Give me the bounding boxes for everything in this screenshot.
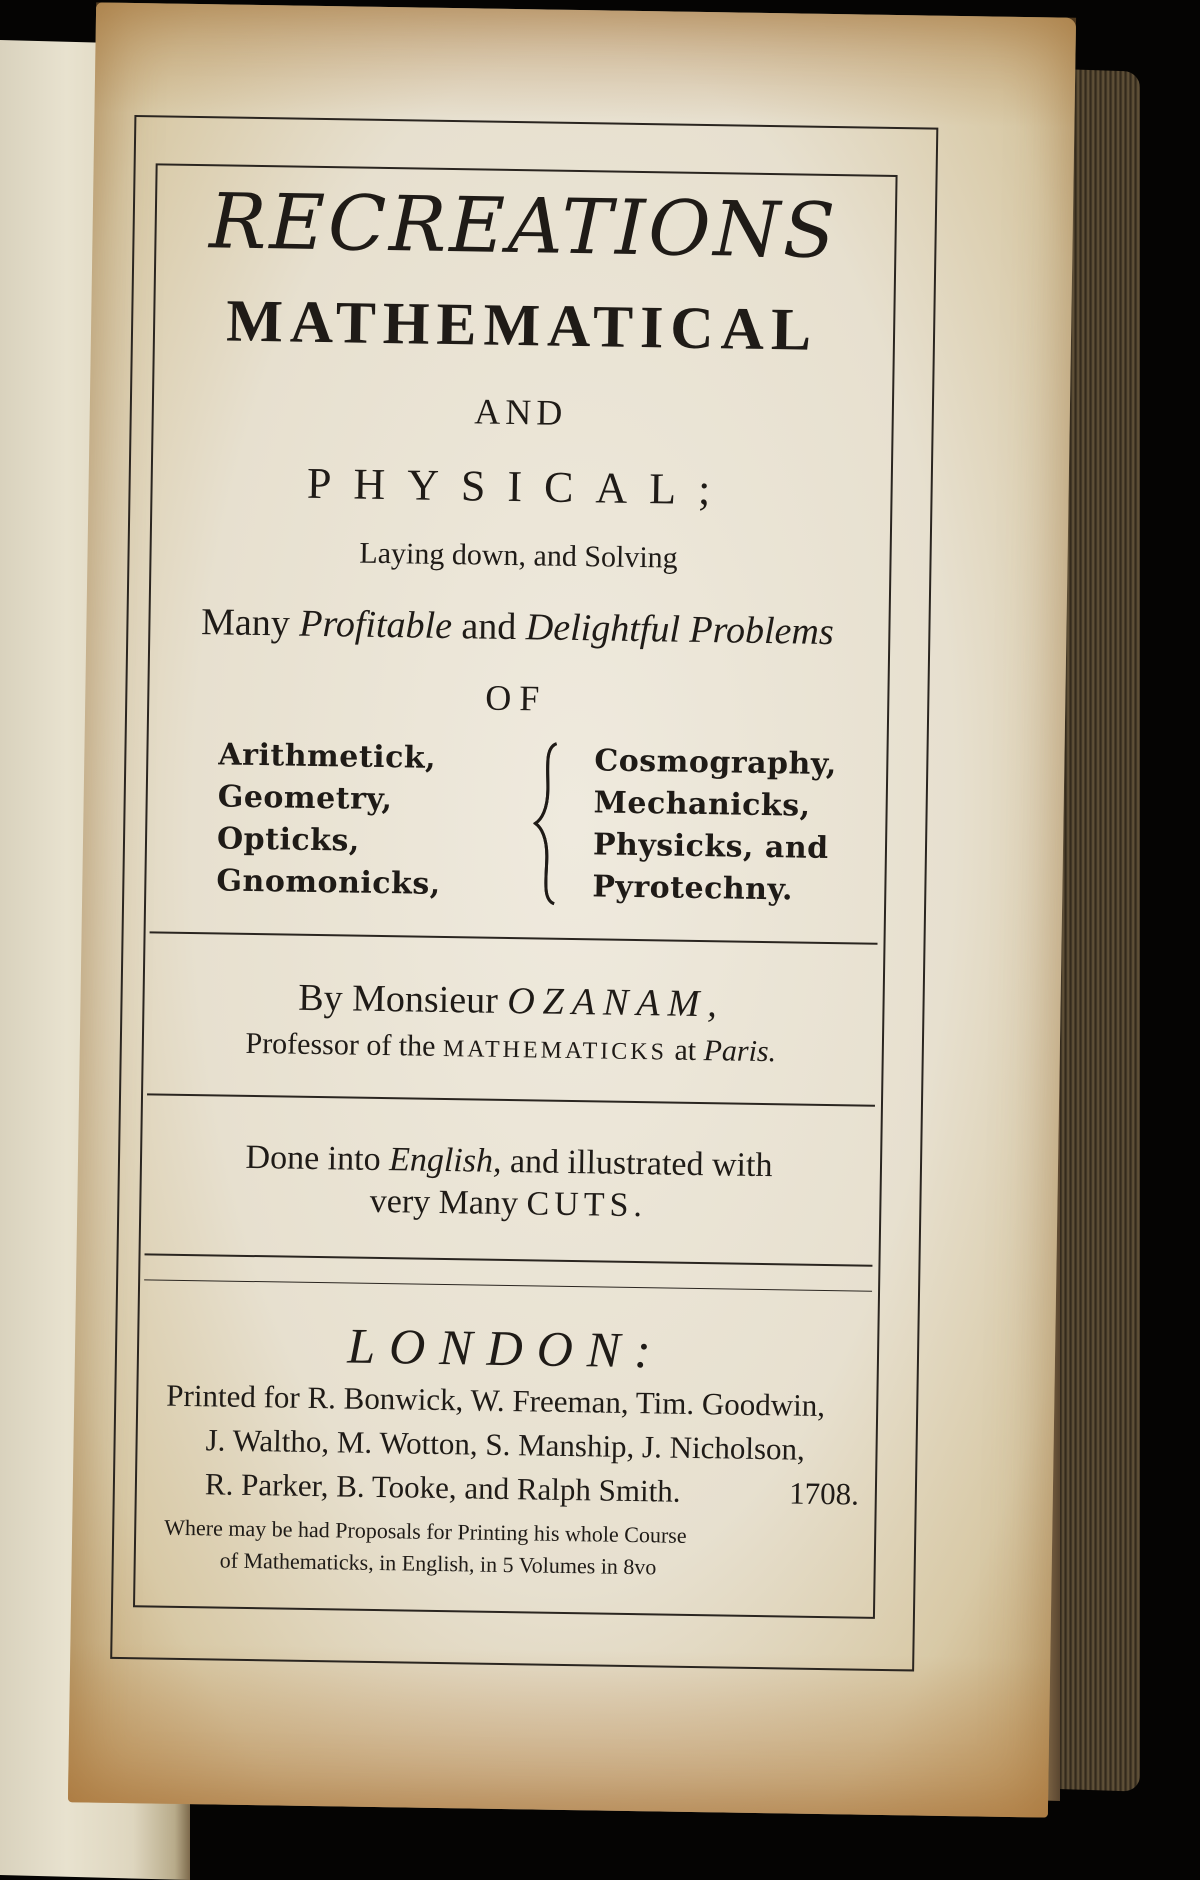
title-page — [68, 2, 1076, 1817]
subjects-left — [216, 734, 443, 906]
translation-cuts: CUTS. — [526, 1185, 648, 1225]
word-profitable: Profitable — [298, 602, 453, 648]
publication-year: 1708. — [788, 1475, 860, 1512]
printers-names: R. Parker, B. Tooke, and Ralph Smith. — [204, 1466, 681, 1509]
word-many: Many — [200, 601, 291, 645]
imprint-city: LONDON: — [346, 1317, 666, 1379]
word-delightful: Delightful — [525, 606, 681, 651]
printers-imprint — [165, 1374, 867, 1517]
title-recreations: RECREATIONS — [208, 176, 839, 276]
professor-place: Paris. — [703, 1034, 777, 1069]
top-stain — [94, 2, 1076, 127]
translation-very-many: very Many — [369, 1182, 519, 1223]
subject-item: Physicks, and — [592, 827, 829, 867]
proposals-line: Where may be had Proposals for Printing his whole Course — [164, 1514, 687, 1548]
subject-item: Gnomonicks, — [216, 863, 441, 902]
subject-item: Pyrotechny. — [592, 869, 794, 908]
subject-item: Geometry, — [217, 779, 393, 818]
translation-done: Done into — [245, 1138, 381, 1179]
subjects-right — [592, 740, 837, 912]
author-by: By Monsieur — [298, 976, 499, 1022]
professor-subject: MATHEMATICKS — [442, 1035, 668, 1066]
subjects-list — [144, 733, 885, 915]
word-and: and — [461, 605, 517, 649]
double-brace — [532, 739, 587, 908]
printers-line: J. Waltho, M. Wotton, S. Manship, J. Nicholson, — [205, 1422, 806, 1467]
translation-english: English, — [388, 1141, 502, 1180]
subtitle: Laying down, and Solving — [359, 536, 678, 575]
title-mathematical: MATHEMATICAL — [225, 287, 819, 363]
printers-line: Printed for R. Bonwick, W. Freeman, Tim. Goodwin, — [166, 1377, 826, 1424]
title-physical: PHYSICAL; — [306, 458, 733, 515]
subject-item: Arithmetick, — [218, 737, 437, 776]
proposals-line: of Mathematicks, in English, in 5 Volumes in 8vo — [219, 1547, 657, 1580]
word-problems: Problems — [689, 608, 835, 654]
word-of: OF — [484, 677, 548, 719]
professor-prefix: Professor of the — [245, 1026, 436, 1063]
title-and: AND — [474, 391, 568, 433]
proposals-note — [163, 1512, 884, 1587]
author-name: OZANAM, — [506, 979, 726, 1026]
subject-item: Cosmography, — [594, 743, 838, 783]
subject-item: Opticks, — [216, 821, 361, 859]
translation-illustrated: and illustrated with — [509, 1143, 773, 1185]
professor-at: at — [674, 1033, 697, 1067]
subject-item: Mechanicks, — [593, 785, 811, 824]
translation-note — [139, 1135, 878, 1231]
